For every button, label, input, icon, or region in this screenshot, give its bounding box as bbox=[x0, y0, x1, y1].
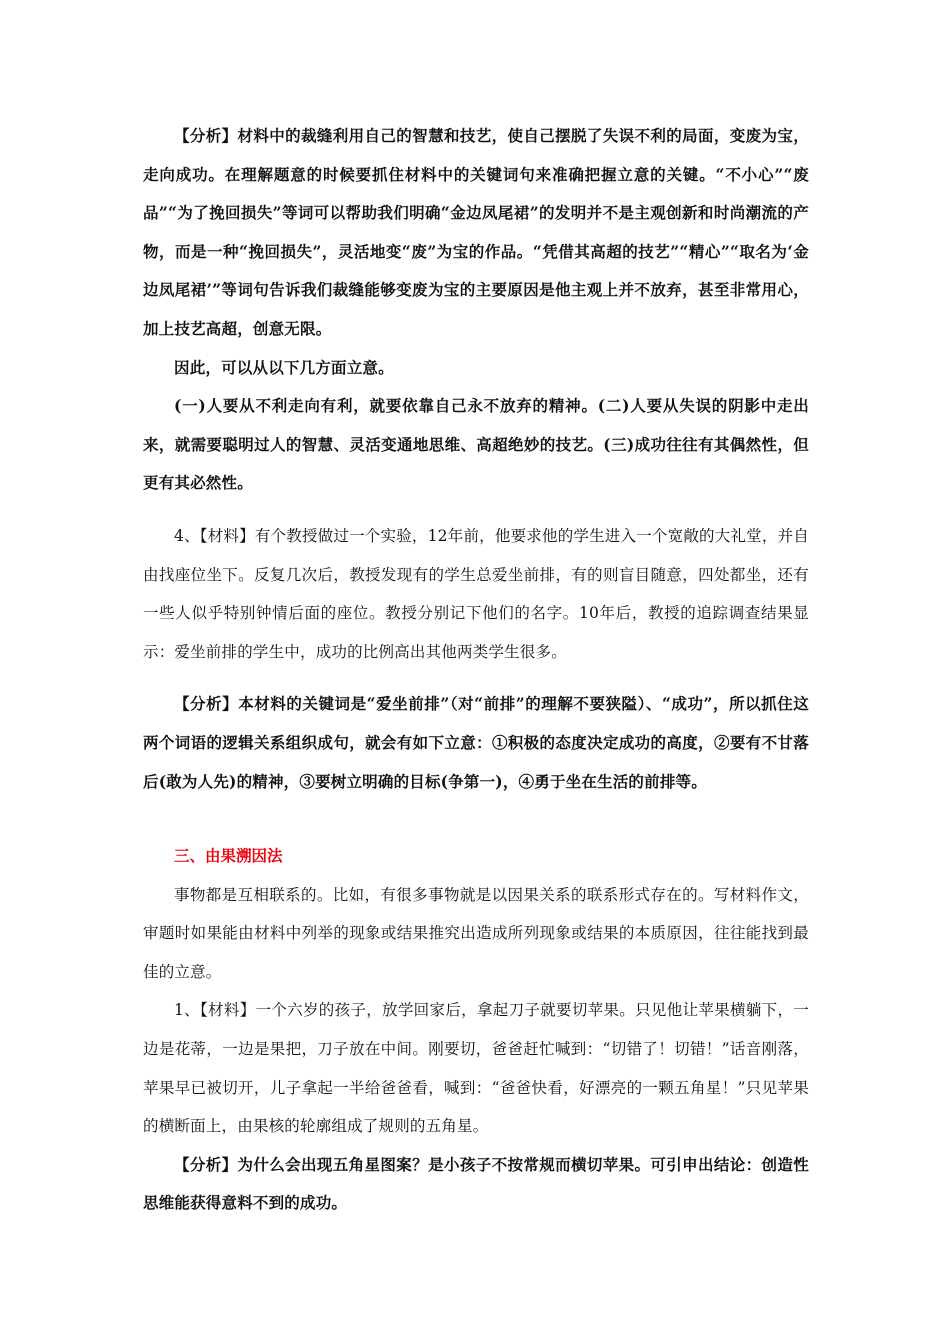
points-paragraph-1: (一)人要从不利走向有利，就要依靠自己永不放弃的精神。(二)人要从失误的阴影中走出来，就需要聪明过人的智慧、灵活变通地思维、高超绝妙的技艺。(三)成功往往有其偶然性，但更有其必然性。 bbox=[143, 396, 809, 493]
section-3-heading: 三、由果溯因法 bbox=[174, 847, 283, 866]
spacer bbox=[143, 503, 809, 517]
analysis-paragraph-s3-1: 【分析】为什么会出现五角星图案？是小孩子不按常规而横切苹果。可引申出结论：创造性思维能获得意料不到的成功。 bbox=[143, 1154, 809, 1213]
spacer bbox=[143, 801, 809, 837]
material-paragraph-s3-1: 1、【材料】一个六岁的孩子，放学回家后，拿起刀子就要切苹果。只见他让苹果横躺下，一边是花蒂，一边是果把，刀子放在中间。刚要切，爸爸赶忙喊到：“切错了！切错！”话音刚落，苹果早已被切开，儿子拿起一半给爸爸看，喊到：“爸爸快看，好漂亮的一颗五角星！”只见苹果的横断面上，由果核的轮廓组成了规则的五角星。 bbox=[143, 1001, 809, 1136]
section-3-intro: 事物都是互相联系的。比如，有很多事物就是以因果关系的联系形式存在的。写材料作文，审题时如果能由材料中列举的现象或结果推究出造成所列现象或结果的本质原因，往往能找到最佳的立意。 bbox=[143, 885, 809, 981]
analysis-paragraph-4: 【分析】本材料的关键词是“爱坐前排”（对“前排”的理解不要狭隘）、“成功”，所以抓住这两个词语的逻辑关系组织成句，就会有如下立意：①积极的态度决定成功的高度，②要有不甘落后(敢为人先)的精神，③要树立明确的目标(争第一)，④勇于坐在生活的前排等。 bbox=[143, 694, 809, 791]
document-page bbox=[143, 117, 809, 1223]
analysis-paragraph-1: 【分析】材料中的裁缝利用自己的智慧和技艺，使自己摆脱了失误不利的局面，变废为宝，走向成功。在理解题意的时候要抓住材料中的关键词句来准确把握立意的关键。“不小心”“废品”“为了挽回损失”等词可以帮助我们明确“金边凤尾裙”的发明并不是主观创新和时尚潮流的产物，而是一种“挽回损失”，灵活地变“废”为宝的作品。“凭借其高超的技艺”“精心”“取名为‘金边凤尾裙’”等词句告诉我们裁缝能够变废为宝的主要原因是他主观上并不放弃，甚至非常用心，加上技艺高超，创意无限。 bbox=[143, 126, 809, 338]
spacer bbox=[143, 671, 809, 685]
material-paragraph-4: 4、【材料】有个教授做过一个实验，12年前，他要求他的学生进入一个宽敞的大礼堂，并自由找座位坐下。反复几次后，教授发现有的学生总爱坐前排，有的则盲目随意，四处都坐，还有一些人似乎特别钟情后面的座位。教授分别记下他们的名字。10年后，教授的追踪调查结果显示：爱坐前排的学生中，成功的比例高出其他两类学生很多。 bbox=[143, 526, 809, 661]
therefore-paragraph: 因此，可以从以下几方面立意。 bbox=[174, 357, 394, 377]
